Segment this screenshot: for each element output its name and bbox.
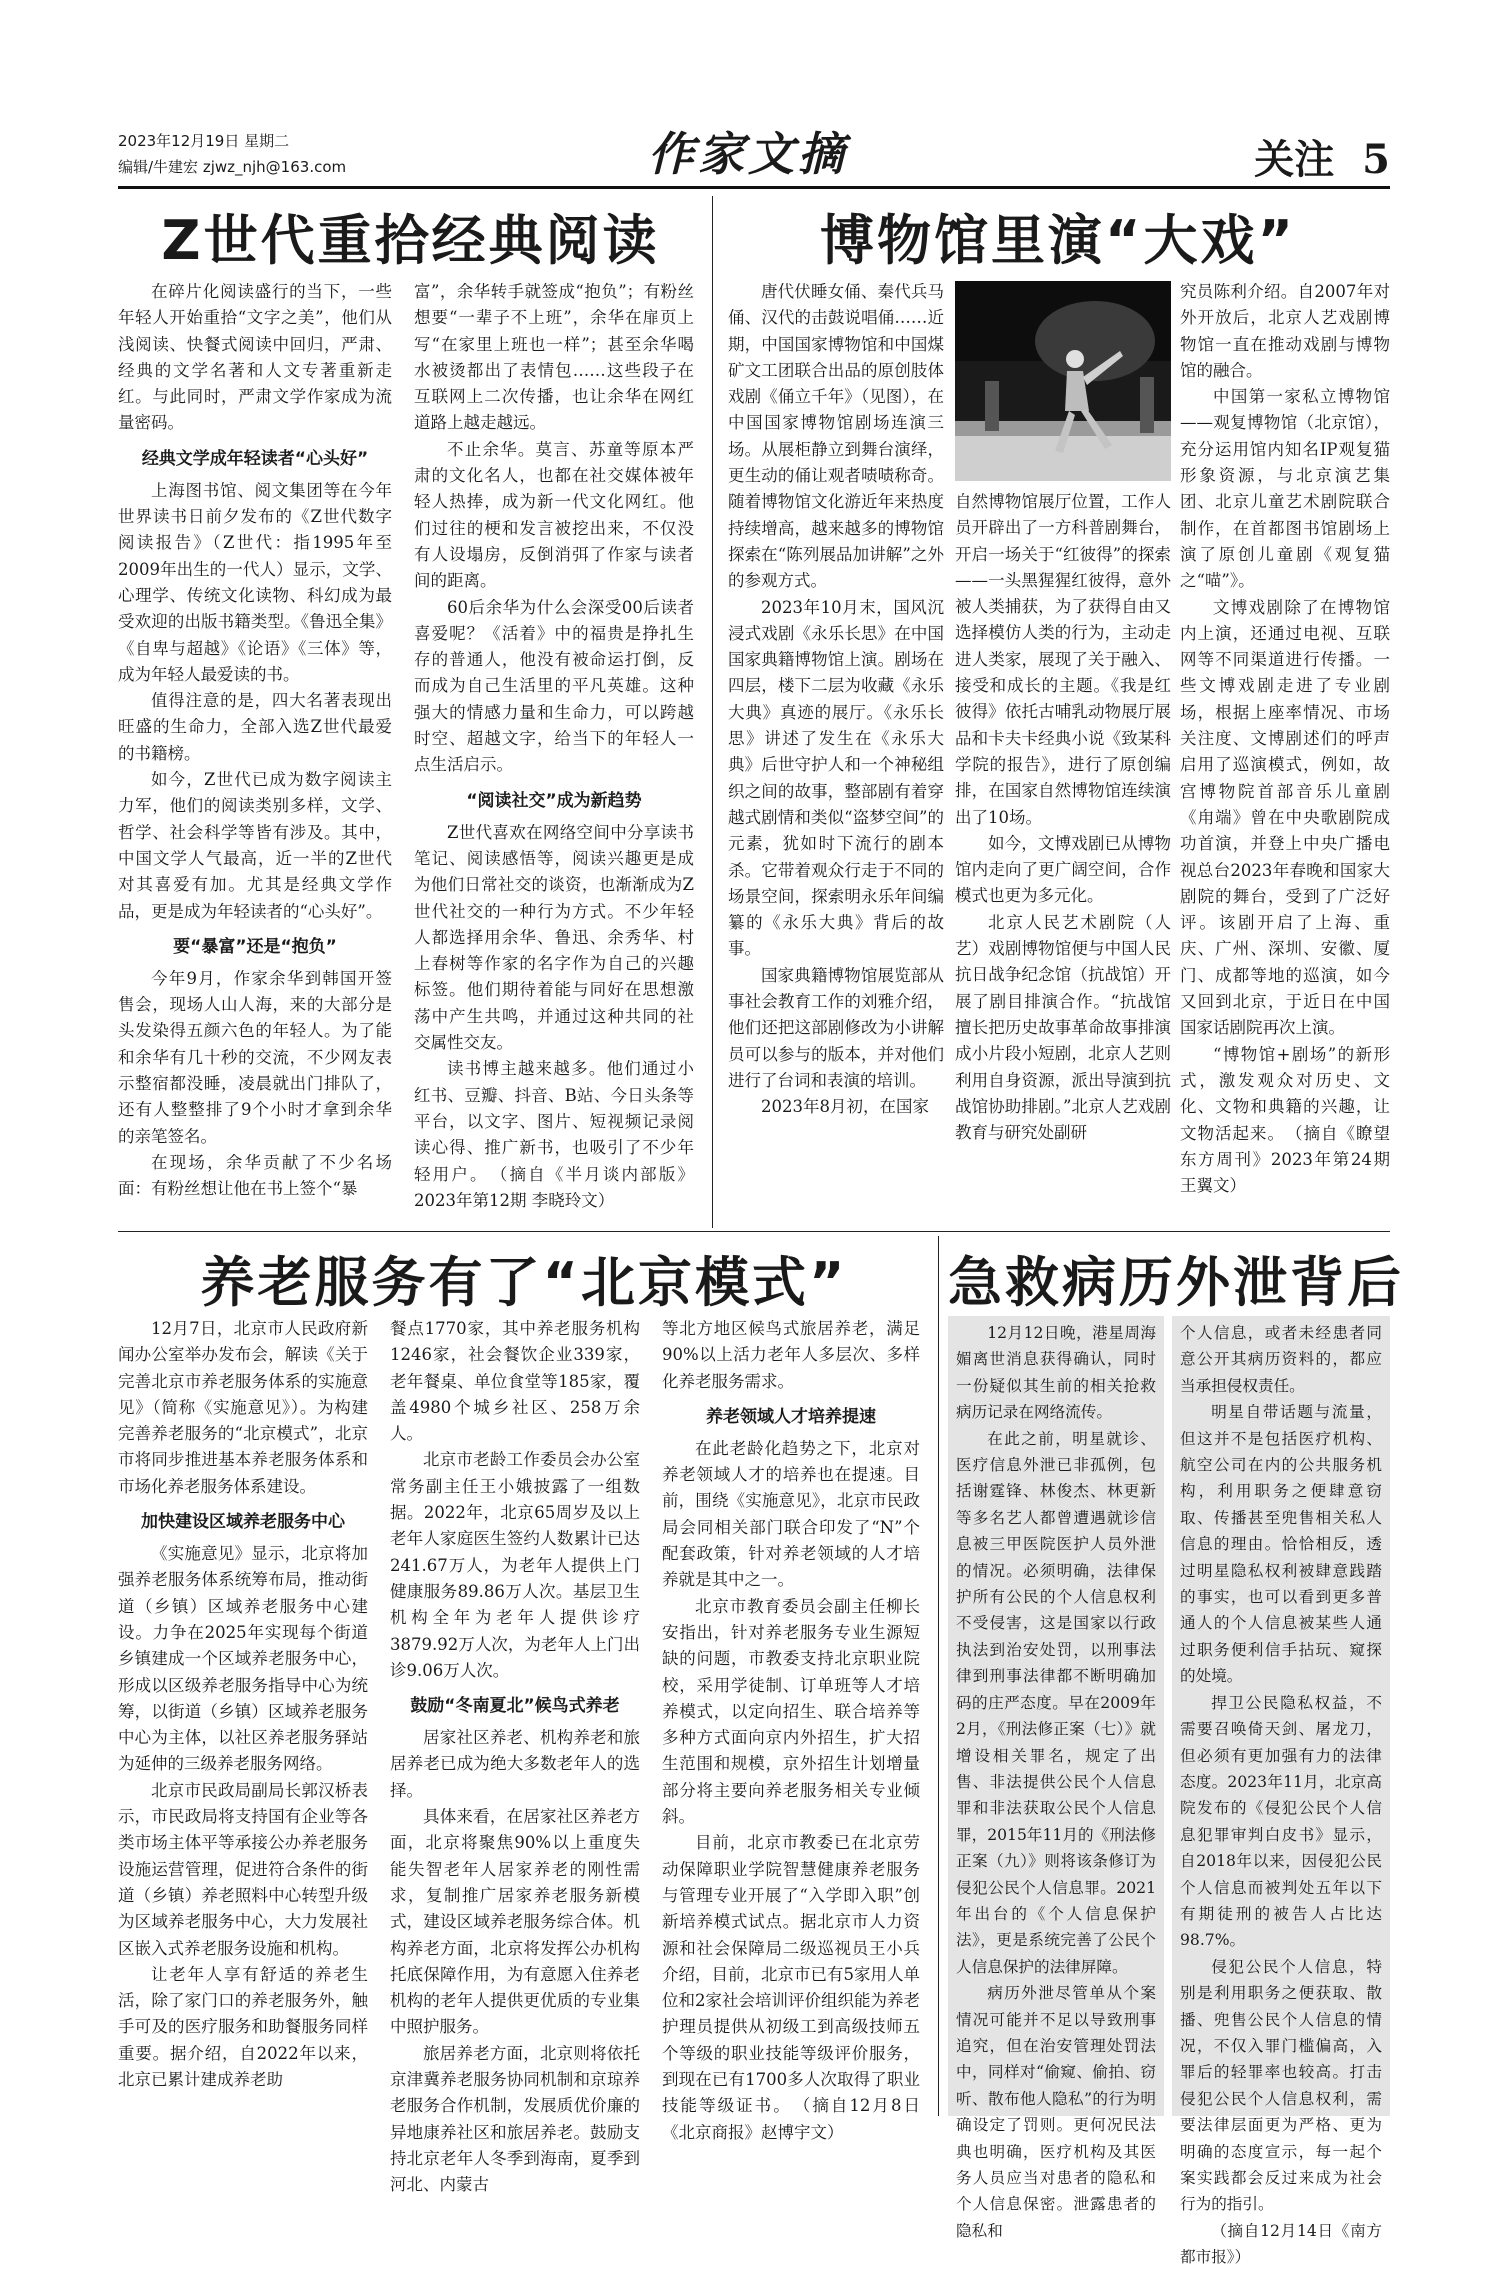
- editor-credit: 编辑/牛建宏 zjwz_njh@163.com: [118, 158, 347, 176]
- paragraph: （摘自12月14日《南方都市报》）: [1180, 2221, 1382, 2267]
- issue-date: 2023年12月19日 星期二: [118, 132, 290, 150]
- subheading: “阅读社交”成为新趋势: [466, 790, 642, 811]
- paragraph: 12月7日，北京市人民政府新闻办公室举办发布会，解读《关于完善北京市养老服务体系的实施意见》（简称《实施意见》）。为构建完善养老服务的“北京模式”，北京市将同步推进基本养老服务体系和市场化养老服务体系建设。: [118, 1319, 368, 1496]
- subheading: 加快建设区域养老服务中心: [141, 1512, 345, 1533]
- paragraph: 中国第一家私立博物馆——观复博物馆（北京馆），充分运用馆内知名IP观复猫形象资源，与北京演艺集团、北京儿童艺术剧院联合制作，在首都图书馆剧场上演了原创儿童剧《观复猫之“喵”》。: [1180, 387, 1390, 591]
- paragraph: 捍卫公民隐私权益，不需要召唤倚天剑、屠龙刀，但必须有更加强有力的法律态度。2023年11月，北京高院发布的《侵犯公民个人信息犯罪审判白皮书》显示，自2018年以来，因侵犯公民个人信息而被判处五年以下有期徒刑的被告人占比达98.7%。: [1180, 1693, 1382, 1950]
- paragraph: 居家社区养老、机构养老和旅居养老已成为绝大多数老年人的选择。: [390, 1728, 640, 1800]
- article-museum-col3: [1180, 279, 1390, 1219]
- paragraph: 文博戏剧除了在博物馆内上演，还通过电视、互联网等不同渠道进行传播。一些文博戏剧走进了专业剧场，根据上座率情况、市场关注度、文博剧述们的呼声启用了巡演模式，例如，故宫博物院首部音乐儿童剧《甪端》曾在中央歌剧院成功首演，并登上中央广播电视总台2023年春晚和国家大剧院的舞台，受到了广泛好评。该剧开启了上海、重庆、广州、深圳、安徽、厦门、成都等地的巡演，如今又回到北京，于近日在中国国家话剧院再次上演。: [1180, 597, 1390, 1038]
- paragraph: 餐点1770家，其中养老服务机构1246家，社会餐饮企业339家，老年餐桌、单位食堂等185家，覆盖4980个城乡社区、258万余人。: [390, 1319, 640, 1444]
- paragraph: 北京市老龄工作委员会办公室常务副主任王小娥披露了一组数据。2022年，北京65周岁及以上老年人家庭医生签约人数累计已达241.67万人，为老年人提供上门健康服务89.86万人次。基层卫生机构全年为老年人提供诊疗3879.92万人次，为老年人上门出诊9.06万人次。: [390, 1450, 640, 1680]
- headline-medical: 急救病历外泄背后: [948, 1251, 1404, 1314]
- article-medical-col2: [1172, 1316, 1390, 2267]
- paragraph: 60后余华为什么会深受00后读者喜爱呢？《活着》中的福贵是挣扎生存的普通人，他没有被命运打倒，反而成为自己生活里的平凡英雄。这种强大的情感力量和生命力，可以跨越时空、超越文字，给当下的年轻人一点生活启示。: [414, 597, 694, 775]
- masthead: [118, 118, 1390, 184]
- paragraph: “博物馆+剧场”的新形式，激发观众对历史、文化、文物和典籍的兴趣，让文物活起来。 （摘自《瞭望东方周刊》2023年第24期 王翼文）: [1180, 1044, 1390, 1196]
- article-medical-col1: [948, 1316, 1164, 2240]
- paragraph: 如今，文博戏剧已从博物馆内走向了更广阔空间，合作模式也更为多元化。: [955, 833, 1171, 906]
- paragraph: 《实施意见》显示，北京将加强养老服务体系统筹布局，推动街道（乡镇）区域养老服务中心建设。力争在2025年实现每个街道乡镇建成一个区域养老服务中心，形成以区级养老服务指导中心为统筹，以街道（乡镇）区域养老服务中心为主体，以社区养老服务驿站为延伸的三级养老服务网络。: [118, 1544, 368, 1774]
- subheading: 养老领域人才培养提速: [706, 1406, 876, 1427]
- paragraph: 侵犯公民个人信息，特别是利用职务之便获取、散播、兜售公民个人信息的情况，不仅入罪门槛偏高，入罪后的轻罪率也较高。打击侵犯公民个人信息权利，需要法律层面更为严格、更为明确的态度宣示，每一起个案实践都会反过来成为社会行为的指引。: [1180, 1957, 1382, 2214]
- paragraph: 等北方地区候鸟式旅居养老，满足90%以上活力老年人多层次、多样化养老服务需求。: [662, 1319, 920, 1391]
- article-elderly-col2: [390, 1316, 640, 2195]
- paragraph: 不止余华。莫言、苏童等原本严肃的文化名人，也都在社交媒体被年轻人热捧，成为新一代文化网红。他们过往的梗和发言被挖出来，不仅没有人设塌房，反倒消弭了作家与读者间的距离。: [414, 439, 694, 591]
- stage-performance-image: [955, 281, 1171, 481]
- paragraph: 值得注意的是，四大名著表现出旺盛的生命力，全部入选Z世代最爱的书籍榜。: [118, 691, 392, 763]
- paragraph: 在现场，余华贡献了不少名场面：有粉丝想让他在书上签个“暴: [118, 1152, 392, 1199]
- section-label: [1254, 128, 1390, 185]
- page-number: 5: [1362, 136, 1390, 183]
- subheading: 要“暴富”还是“抱负”: [173, 936, 337, 957]
- paragraph: 国家典籍博物馆展览部从事社会教育工作的刘雅介绍，他们还把这部剧修改为小讲解员可以参与的版本，并对他们进行了台词和表演的培训。: [728, 965, 944, 1090]
- stage-performance-photo: [955, 281, 1171, 481]
- paragraph: 具体来看，在居家社区养老方面，北京将聚焦90%以上重度失能失智老年人居家养老的刚性需求，复制推广居家养老服务新模式，建设区域养老服务综合体。机构养老方面，北京将发挥公办机构托底保障作用，为有意愿入住养老机构的老年人提供更优质的专业集中照护服务。: [390, 1807, 640, 2037]
- subheading: 鼓励“冬南夏北”候鸟式养老: [410, 1696, 620, 1717]
- paragraph: 目前，北京市教委已在北京劳动保障职业学院智慧健康养老服务与管理专业开展了“入学即入职”创新培养模式试点。据北京市人力资源和社会保障局二级巡视员王小兵介绍，目前，北京市已有5家用人单位和2家社会培训评价组织能为养老护理员提供从初级工到高级技师五个等级的职业技能等级评价服务，到现在已有1700多人次取得了职业技能等级证书。 （摘自12月8日《北京商报》赵博宇文）: [662, 1833, 920, 2142]
- paragraph: 今年9月，作家余华到韩国开签售会，现场人山人海，来的大部分是头发染得五颜六色的年轻人。为了能和余华有几十秒的交流，不少网友表示整宿都没睡，凌晨就出门排队了，还有人整整排了9个小时才拿到余华的亲笔签名。: [118, 968, 392, 1146]
- section-divider: [118, 1231, 1390, 1232]
- paragraph: 旅居养老方面，北京则将依托京津冀养老服务协同机制和京琼养老服务合作机制，发展质优价廉的异地康养社区和旅居养老。鼓励支持北京老年人冬季到海南，夏季到河北、内蒙古: [390, 2043, 640, 2195]
- paragraph: 12月12日晚，港星周海媚离世消息获得确认，同时一份疑似其生前的相关抢救病历记录在网络流传。: [956, 1324, 1156, 1422]
- paragraph: 上海图书馆、阅文集团等在今年世界读书日前夕发布的《Z世代数字阅读报告》（Z世代：指1995年至2009年出生的一代人）显示，文学、心理学、传统文化读物、科幻成为最受欢迎的出版书籍类型。《鲁迅全集》《自卑与超越》《论语》《三体》等，成为年轻人最爱读的书。: [118, 480, 392, 684]
- paragraph: 唐代伏睡女俑、秦代兵马俑、汉代的击鼓说唱俑……近期，中国国家博物馆和中国煤矿文工团联合出品的原创肢体戏剧《俑立千年》（见图），在中国国家博物馆剧场连演三场。从展柜静立到舞台演绎，更生动的俑让观者啧啧称奇。随着博物馆文化游近年来热度持续增高，越来越多的博物馆探索在“陈列展品加讲解”之外的参观方式。: [728, 282, 944, 591]
- paragraph: 自然博物馆展厅位置，工作人员开辟出了一方科普剧舞台，开启一场关于“红彼得”的探索——一头黑猩猩红彼得，意外被人类捕获，为了获得自由又选择模仿人类的行为，主动走进人类家，展现了关于融入、接受和成长的主题。《我是红彼得》依托古哺乳动物展厅展品和卡夫卡经典小说《致某科学院的报告》，进行了原创编排，在国家自然博物馆连续演出了10场。: [955, 492, 1171, 827]
- headline-genz: Z世代重拾经典阅读: [161, 209, 660, 272]
- paragraph: 富”，余华转手就签成“抱负”；有粉丝想要“一辈子不上班”，余华在扉页上写“在家里上班也一样”；甚至余华喝水被烫都出了表情包……这些段子在互联网上二次传播，也让余华在网红道路上越走越远。: [414, 282, 694, 433]
- article-museum-col1: [728, 279, 944, 1219]
- paragraph: 读书博主越来越多。他们通过小红书、豆瓣、抖音、B站、今日头条等平台，以文字、图片、短视频记录阅读心得、推广新书，也吸引了不少年轻用户。 （摘自《半月谈内部版》2023年第12期 李晓玲文）: [414, 1059, 694, 1210]
- article-elderly-col3: [662, 1316, 920, 2142]
- paragraph: 在碎片化阅读盛行的当下，一些年轻人开始重拾“文字之美”，他们从浅阅读、快餐式阅读中回归，严肃、经典的文学名著和人文专著重新走红。与此同时，严肃文学作家成为流量密码。: [118, 282, 392, 433]
- article-genz-col1: [118, 279, 392, 1219]
- paragraph: 在此之前，明星就诊、医疗信息外泄已非孤例，包括谢霆锋、林俊杰、林更新等多名艺人都曾遭遇就诊信息被三甲医院医护人员外泄的情况。必须明确，法律保护所有公民的个人信息权利不受侵害，这是国家以行政执法到治安处罚，以刑事法律到刑事法律都不断明确加码的庄严态度。早在2009年2月，《刑法修正案（七）》就增设相关罪名，规定了出售、非法提供公民个人信息罪和非法获取公民个人信息罪，2015年11月的《刑法修正案（九）》则将该条修订为侵犯公民个人信息罪。2021年出台的《个人信息保护法》，更是系统完善了公民个人信息保护的法律屏障。: [956, 1429, 1156, 1976]
- section-name: 关注: [1254, 136, 1335, 183]
- paragraph: Z世代喜欢在网络空间中分享读书笔记、阅读感悟等，阅读兴趣更是成为他们日常社交的谈资，也渐渐成为Z世代社交的一种行为方式。不少年轻人都选择用余华、鲁迅、余秀华、村上春树等作家的名字作为自己的兴趣标签。他们期待着能与同好在思想激荡中产生共鸣，并通过这种共同的社交属性交友。: [414, 822, 694, 1053]
- paragraph: 在此老龄化趋势之下，北京对养老领域人才的培养也在提速。目前，围绕《实施意见》，北京市民政局会同相关部门联合印发了“N”个配套政策，针对养老领域的人才培养就是其中之一。: [662, 1438, 920, 1590]
- column-divider-bottom: [938, 1236, 939, 2116]
- newspaper-logo: 作家文摘: [648, 127, 848, 181]
- paragraph: 2023年10月末，国风沉浸式戏剧《永乐长思》在中国国家典籍博物馆上演。剧场在四层，楼下二层为收藏《永乐大典》真迹的展厅。《永乐长思》讲述了发生在《永乐大典》后世守护人和一个神秘组织之间的故事，整部剧有着穿越式剧情和类似“盗梦空间”的元素，犹如时下流行的剧本杀。它带着观众行走于不同的场景空间，探索明永乐年间编纂的《永乐大典》背后的故事。: [728, 597, 944, 959]
- paragraph: 让老年人享有舒适的养老生活，除了家门口的养老服务外，触手可及的医疗服务和助餐服务同样重要。据介绍，自2022年以来，北京已累计建成养老助: [118, 1964, 368, 2090]
- column-divider-top: [712, 196, 713, 1228]
- paragraph: 个人信息，或者未经患者同意公开其病历资料的，都应当承担侵权责任。: [1180, 1324, 1382, 1395]
- headline-elderly: 养老服务有了“北京模式”: [200, 1251, 848, 1314]
- paragraph: 如今，Z世代已成为数字阅读主力军，他们的阅读类别多样，文学、哲学、社会科学等皆有涉及。其中，中国文学人气最高，近一半的Z世代对其喜爱有加。尤其是经典文学作品，更是成为年轻读者的“心头好”。: [118, 770, 392, 921]
- paragraph: 究员陈利介绍。自2007年对外开放后，北京人艺戏剧博物馆一直在推动戏剧与博物馆的融合。: [1180, 282, 1390, 380]
- paragraph: 2023年8月初，在国家: [761, 1097, 929, 1117]
- paragraph: 北京市民政局副局长郭汉桥表示，市民政局将支持国有企业等各类市场主体平等承接公办养老服务设施运营管理，促进符合条件的街道（乡镇）养老照料中心转型升级为区域养老服务中心，大力发展社区嵌入式养老服务设施和机构。: [118, 1780, 368, 1958]
- headline-museum: 博物馆里演“大戏”: [820, 209, 1296, 272]
- paragraph: 病历外泄尽管单从个案情况可能并不足以导致刑事追究，但在治安管理处罚法中，同样对“偷窥、偷拍、窃听、散布他人隐私”的行为明确设定了罚则。更何况民法典也明确，医疗机构及其医务人员应当对患者的隐私和个人信息保密。泄露患者的隐私和: [956, 1984, 1156, 2240]
- paragraph: 北京人民艺术剧院（人艺）戏剧博物馆便与中国人民抗日战争纪念馆（抗战馆）开展了剧目排演合作。“抗战馆擅长把历史故事革命故事排演成小片段小短剧，北京人艺则利用自身资源，派出导演到抗战馆协助排剧。”北京人艺戏剧教育与研究处副研: [955, 912, 1171, 1143]
- subheading: 经典文学成年轻读者“心头好”: [141, 448, 369, 469]
- masthead-rule: [118, 186, 1390, 189]
- article-museum-col2: [955, 489, 1171, 1219]
- article-genz-col2: [414, 279, 694, 1219]
- article-elderly-col1: [118, 1316, 368, 2116]
- paragraph: 明星自带话题与流量，但这并不是包括医疗机构、航空公司在内的公共服务机构，利用职务之便肆意窃取、传播甚至兜售相关私人信息的理由。恰恰相反，透过明星隐私权利被肆意践踏的事实，也可以看到更多普通人的个人信息被某些人通过职务便利信手拈玩、窥探的处境。: [1180, 1403, 1382, 1686]
- paragraph: 北京市教育委员会副主任柳长安指出，针对养老服务专业生源短缺的问题，市教委支持北京职业院校，采用学徒制、订单班等人才培养模式，以定向招生、联合培养等多种方式面向京内外招生，扩大招生范围和规模，京外招生计划增量部分将主要向养老服务相关专业倾斜。: [662, 1596, 920, 1827]
